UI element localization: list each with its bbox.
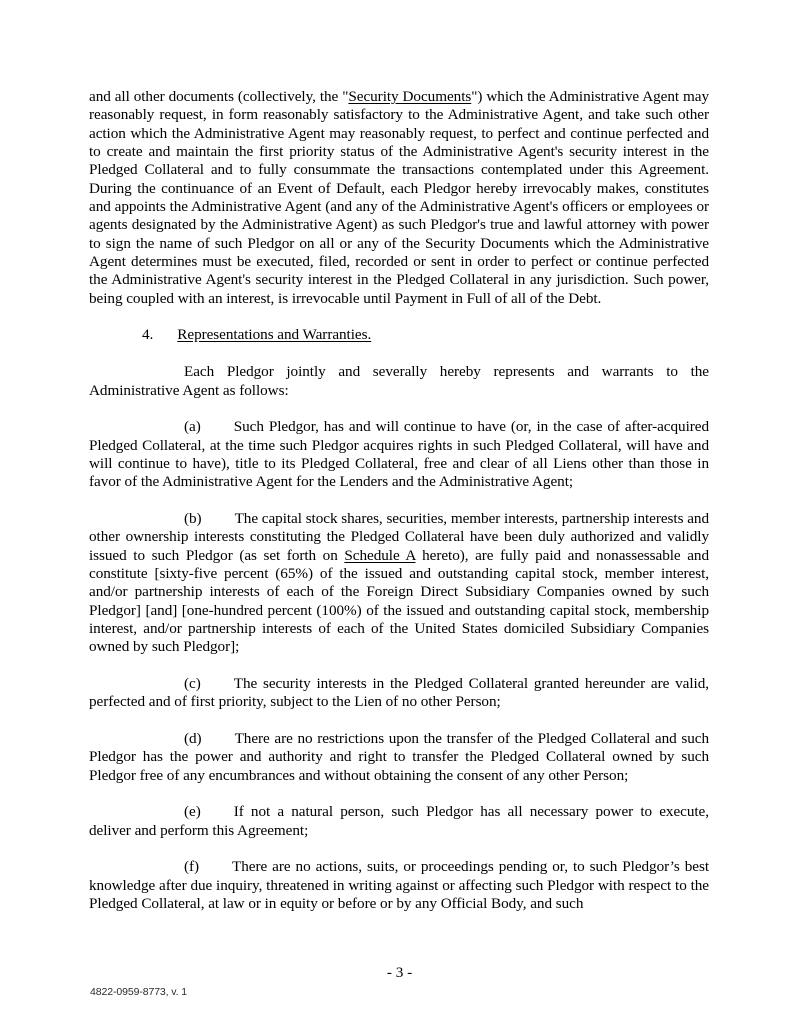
- defined-term-security-documents: Security Documents: [348, 88, 472, 105]
- section-title: Representations and Warranties.: [177, 326, 372, 344]
- heading-spacer: [89, 345, 709, 363]
- clause-marker-a: (a): [184, 418, 201, 436]
- clause-a-spacer: [89, 492, 709, 510]
- clause-c: [89, 675, 709, 712]
- page-number: - 3 -: [386, 964, 413, 981]
- paragraph-continued: [89, 88, 709, 308]
- clause-marker-d: (d): [184, 730, 202, 748]
- section-number: 4.: [142, 326, 154, 344]
- clause-text-b-part2: hereto), are fully paid and nonassessable and constitute [sixty-five percent (65%) of the issued and outstanding capital stock, member interest, and/or partnership interests of each of the Foreign Direct Subsidiary Companies owned by such Pledgor] [and] [one-hundred percent (100%) of the issued and outstanding capital stock, membership interest, and/or partnership interests of each of the United States domiciled Subsidiary Companies owned by such Pledgor];: [89, 546, 709, 656]
- paragraph-text-lead: and all other documents (collectively, the ": [89, 88, 349, 105]
- lead-in-spacer: [89, 400, 709, 418]
- clause-d-spacer: [89, 785, 709, 803]
- page-footer: [0, 954, 799, 1034]
- clause-b-spacer: [89, 657, 709, 675]
- schedule-a-reference: Schedule A: [344, 546, 416, 564]
- clause-e-spacer: [89, 840, 709, 858]
- clause-marker-b: (b): [184, 509, 202, 527]
- clause-b: [89, 510, 709, 657]
- clause-text-c: The security interests in the Pledged Collateral granted hereunder are valid, perfected and of first priority, subject to the Lien of no other Person;: [89, 675, 709, 711]
- clause-d: [89, 730, 709, 785]
- page-content: [89, 88, 709, 913]
- clause-text-f: There are no actions, suits, or proceedings pending or, to such Pledgor’s best knowledge after due inquiry, threatened in writing against or affecting such Pledgor with respect to the Pledged Collateral, at law or in equity or before or by any Official Body, and such: [89, 858, 709, 913]
- clause-marker-e: (e): [184, 803, 201, 821]
- clause-a: [89, 418, 709, 491]
- clause-f: [89, 858, 709, 913]
- section-lead-in: Each Pledgor jointly and severally hereby represents and warrants to the Administrative Agent as follows:: [89, 363, 709, 399]
- clause-marker-c: (c): [184, 675, 201, 692]
- clause-text-b-part1: The capital stock shares, securities, member interests, partnership interests and other ownership interests constituting the Pledged Collateral have been duly authorized and validly issued to such Pledgor (as set forth on: [89, 509, 709, 564]
- clause-text-d: There are no restrictions upon the transfer of the Pledged Collateral and such Pledgor has the power and authority and right to transfer the Pledged Collateral owned by such Pledgor free of any encumbrances and without obtaining the consent of any other Person;: [89, 730, 709, 784]
- document-reference-id: 4822-0959-8773, v. 1: [90, 986, 188, 998]
- paragraph-text-rest: ") which the Administrative Agent may reasonably request, in form reasonably satisfactory to the Administrative Agent, and take such other action which the Administrative Agent may reasonably request, to perfect and continue perfected and to create and maintain the first priority status of the Administrative Agent's security interest in the Pledged Collateral and to fully consummate the transactions contemplated under this Agreement. During the continuance of an Event of Default, each Pledgor hereby irrevocably makes, constitutes and appoints the Administrative Agent (and any of the Administrative Agent's officers or employees or agents designated by the Administrative Agent) as such Pledgor's true and lawful attorney with power to sign the name of such Pledgor on all or any of the Security Documents which the Administrative Agent determines must be executed, filed, recorded or sent in order to perfect or continue perfected the Administrative Agent's security interest in the Pledged Collateral in any jurisdiction. Such power, being coupled with an interest, is irrevocable until Payment in Full of all of the Debt.: [89, 88, 709, 307]
- clause-marker-f: (f): [184, 858, 200, 876]
- paragraph-spacer: [89, 308, 709, 326]
- clause-text-a: Such Pledgor, has and will continue to have (or, in the case of after-acquired Pledged Collateral, at the time such Pledgor acquires rights in such Pledged Collateral, will have and will continue to have), title to its Pledged Collateral, free and clear of all Liens other than those in favor of the Administrative Agent for the Lenders and the Administrative Agent;: [89, 418, 709, 491]
- clause-text-e: If not a natural person, such Pledgor has all necessary power to execute, deliver and perform this Agreement;: [89, 803, 709, 839]
- section-heading-4: [89, 326, 709, 344]
- clause-c-spacer: [89, 712, 709, 730]
- clause-e: [89, 803, 709, 840]
